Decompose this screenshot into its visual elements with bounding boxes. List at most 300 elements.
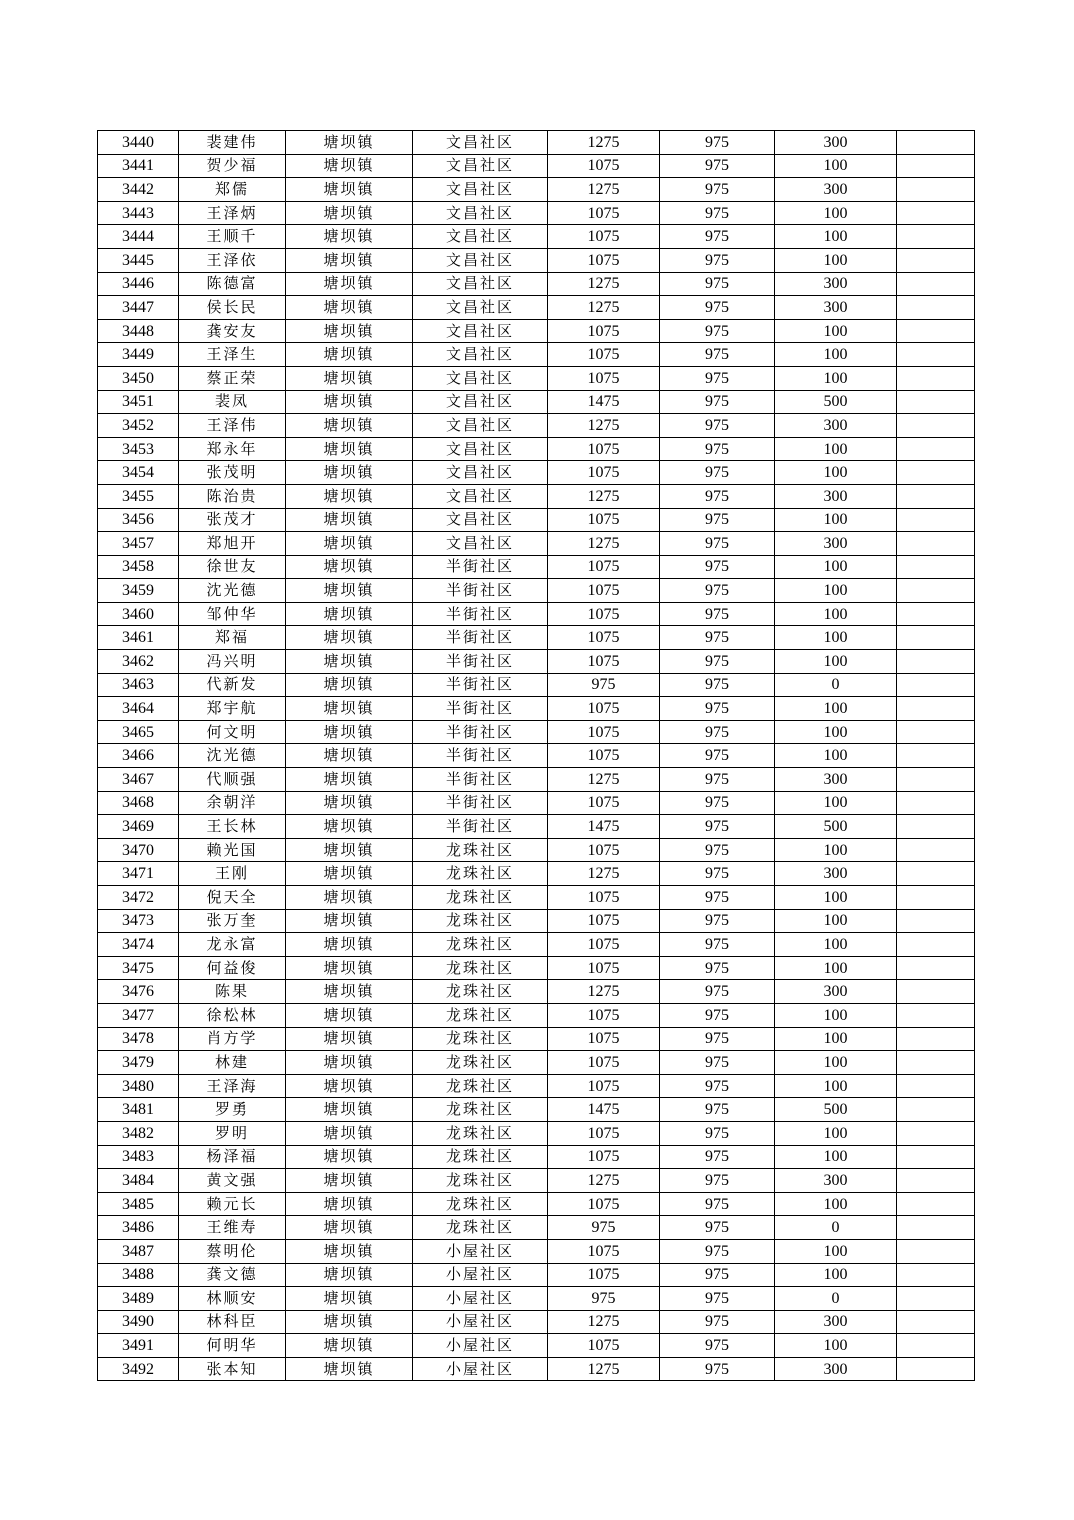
name-cell: 龙永富 — [179, 933, 286, 957]
community-cell: 文昌社区 — [413, 484, 548, 508]
table-row — [98, 838, 975, 862]
name-cell: 徐松林 — [179, 1003, 286, 1027]
amount-base-cell: 975 — [660, 650, 775, 674]
id-cell: 3442 — [98, 178, 179, 202]
amount-diff-cell: 100 — [775, 366, 897, 390]
table-row — [98, 1051, 975, 1075]
amount-diff-cell: 100 — [775, 225, 897, 249]
table-row — [98, 131, 975, 155]
town-cell: 塘坝镇 — [286, 744, 413, 768]
name-cell: 王顺千 — [179, 225, 286, 249]
community-cell: 半街社区 — [413, 720, 548, 744]
amount-diff-cell: 300 — [775, 768, 897, 792]
remark-cell — [897, 555, 975, 579]
town-cell: 塘坝镇 — [286, 1239, 413, 1263]
remark-cell — [897, 154, 975, 178]
amount-diff-cell: 100 — [775, 154, 897, 178]
amount-diff-cell: 300 — [775, 980, 897, 1004]
table-row — [98, 1074, 975, 1098]
id-cell: 3458 — [98, 555, 179, 579]
remark-cell — [897, 1287, 975, 1311]
amount-base-cell: 975 — [660, 768, 775, 792]
community-cell: 小屋社区 — [413, 1263, 548, 1287]
amount-base-cell: 975 — [660, 414, 775, 438]
table-row — [98, 956, 975, 980]
name-cell: 肖方学 — [179, 1027, 286, 1051]
remark-cell — [897, 1239, 975, 1263]
id-cell: 3445 — [98, 248, 179, 272]
id-cell: 3490 — [98, 1310, 179, 1334]
id-cell: 3463 — [98, 673, 179, 697]
community-cell: 龙珠社区 — [413, 956, 548, 980]
town-cell: 塘坝镇 — [286, 956, 413, 980]
id-cell: 3465 — [98, 720, 179, 744]
remark-cell — [897, 1169, 975, 1193]
amount-base-cell: 975 — [660, 1121, 775, 1145]
amount-diff-cell: 300 — [775, 414, 897, 438]
remark-cell — [897, 1027, 975, 1051]
town-cell: 塘坝镇 — [286, 1192, 413, 1216]
amount-total-cell: 1475 — [548, 1098, 660, 1122]
community-cell: 半街社区 — [413, 744, 548, 768]
id-cell: 3467 — [98, 768, 179, 792]
remark-cell — [897, 980, 975, 1004]
community-cell: 龙珠社区 — [413, 1098, 548, 1122]
name-cell: 裴凤 — [179, 390, 286, 414]
id-cell: 3459 — [98, 579, 179, 603]
town-cell: 塘坝镇 — [286, 319, 413, 343]
table-row — [98, 1192, 975, 1216]
town-cell: 塘坝镇 — [286, 933, 413, 957]
amount-total-cell: 1075 — [548, 956, 660, 980]
town-cell: 塘坝镇 — [286, 886, 413, 910]
table-row — [98, 650, 975, 674]
community-cell: 半街社区 — [413, 697, 548, 721]
town-cell: 塘坝镇 — [286, 862, 413, 886]
amount-diff-cell: 100 — [775, 1145, 897, 1169]
table-row — [98, 1145, 975, 1169]
remark-cell — [897, 697, 975, 721]
amount-total-cell: 1475 — [548, 815, 660, 839]
remark-cell — [897, 319, 975, 343]
name-cell: 罗勇 — [179, 1098, 286, 1122]
name-cell: 王泽海 — [179, 1074, 286, 1098]
name-cell: 陈果 — [179, 980, 286, 1004]
amount-total-cell: 1275 — [548, 532, 660, 556]
town-cell: 塘坝镇 — [286, 720, 413, 744]
town-cell: 塘坝镇 — [286, 1263, 413, 1287]
amount-total-cell: 1075 — [548, 744, 660, 768]
remark-cell — [897, 296, 975, 320]
amount-total-cell: 1075 — [548, 720, 660, 744]
amount-diff-cell: 100 — [775, 697, 897, 721]
name-cell: 裴建伟 — [179, 131, 286, 155]
amount-total-cell: 1075 — [548, 1192, 660, 1216]
amount-diff-cell: 100 — [775, 1263, 897, 1287]
community-cell: 龙珠社区 — [413, 1145, 548, 1169]
amount-total-cell: 1075 — [548, 1239, 660, 1263]
name-cell: 郑福 — [179, 626, 286, 650]
remark-cell — [897, 225, 975, 249]
remark-cell — [897, 744, 975, 768]
remark-cell — [897, 272, 975, 296]
town-cell: 塘坝镇 — [286, 131, 413, 155]
community-cell: 文昌社区 — [413, 131, 548, 155]
name-cell: 黄文强 — [179, 1169, 286, 1193]
town-cell: 塘坝镇 — [286, 1310, 413, 1334]
amount-diff-cell: 100 — [775, 1192, 897, 1216]
amount-base-cell: 975 — [660, 886, 775, 910]
name-cell: 林顺安 — [179, 1287, 286, 1311]
community-cell: 小屋社区 — [413, 1357, 548, 1381]
name-cell: 陈德富 — [179, 272, 286, 296]
town-cell: 塘坝镇 — [286, 414, 413, 438]
id-cell: 3492 — [98, 1357, 179, 1381]
table-row — [98, 1334, 975, 1358]
community-cell: 半街社区 — [413, 555, 548, 579]
town-cell: 塘坝镇 — [286, 201, 413, 225]
town-cell: 塘坝镇 — [286, 980, 413, 1004]
amount-total-cell: 1075 — [548, 1027, 660, 1051]
amount-total-cell: 975 — [548, 1287, 660, 1311]
name-cell: 赖光国 — [179, 838, 286, 862]
id-cell: 3466 — [98, 744, 179, 768]
amount-diff-cell: 0 — [775, 1287, 897, 1311]
community-cell: 文昌社区 — [413, 225, 548, 249]
amount-diff-cell: 100 — [775, 956, 897, 980]
id-cell: 3491 — [98, 1334, 179, 1358]
amount-total-cell: 1075 — [548, 508, 660, 532]
town-cell: 塘坝镇 — [286, 626, 413, 650]
community-cell: 半街社区 — [413, 626, 548, 650]
id-cell: 3455 — [98, 484, 179, 508]
table-row — [98, 390, 975, 414]
table-row — [98, 484, 975, 508]
amount-total-cell: 975 — [548, 673, 660, 697]
amount-total-cell: 1075 — [548, 1074, 660, 1098]
remark-cell — [897, 815, 975, 839]
id-cell: 3475 — [98, 956, 179, 980]
town-cell: 塘坝镇 — [286, 343, 413, 367]
amount-total-cell: 1275 — [548, 178, 660, 202]
amount-total-cell: 1275 — [548, 1310, 660, 1334]
community-cell: 龙珠社区 — [413, 838, 548, 862]
town-cell: 塘坝镇 — [286, 1169, 413, 1193]
town-cell: 塘坝镇 — [286, 484, 413, 508]
amount-base-cell: 975 — [660, 862, 775, 886]
amount-base-cell: 975 — [660, 296, 775, 320]
town-cell: 塘坝镇 — [286, 1074, 413, 1098]
amount-base-cell: 975 — [660, 673, 775, 697]
amount-base-cell: 975 — [660, 437, 775, 461]
community-cell: 文昌社区 — [413, 461, 548, 485]
amount-diff-cell: 100 — [775, 744, 897, 768]
amount-diff-cell: 500 — [775, 390, 897, 414]
table-row — [98, 768, 975, 792]
amount-total-cell: 1075 — [548, 650, 660, 674]
remark-cell — [897, 508, 975, 532]
amount-total-cell: 1075 — [548, 319, 660, 343]
amount-diff-cell: 300 — [775, 131, 897, 155]
table-row — [98, 626, 975, 650]
remark-cell — [897, 956, 975, 980]
amount-total-cell: 1075 — [548, 626, 660, 650]
community-cell: 龙珠社区 — [413, 1074, 548, 1098]
id-cell: 3485 — [98, 1192, 179, 1216]
amount-total-cell: 1075 — [548, 1145, 660, 1169]
id-cell: 3479 — [98, 1051, 179, 1075]
amount-base-cell: 975 — [660, 602, 775, 626]
id-cell: 3489 — [98, 1287, 179, 1311]
remark-cell — [897, 437, 975, 461]
community-cell: 半街社区 — [413, 579, 548, 603]
remark-cell — [897, 461, 975, 485]
remark-cell — [897, 909, 975, 933]
table-row — [98, 1003, 975, 1027]
amount-diff-cell: 100 — [775, 791, 897, 815]
name-cell: 王长林 — [179, 815, 286, 839]
remark-cell — [897, 1357, 975, 1381]
town-cell: 塘坝镇 — [286, 532, 413, 556]
town-cell: 塘坝镇 — [286, 178, 413, 202]
community-cell: 龙珠社区 — [413, 886, 548, 910]
amount-base-cell: 975 — [660, 1263, 775, 1287]
amount-diff-cell: 300 — [775, 178, 897, 202]
community-cell: 龙珠社区 — [413, 1051, 548, 1075]
amount-diff-cell: 300 — [775, 272, 897, 296]
data-table — [97, 130, 975, 1381]
remark-cell — [897, 933, 975, 957]
amount-base-cell: 975 — [660, 555, 775, 579]
amount-diff-cell: 100 — [775, 508, 897, 532]
amount-base-cell: 975 — [660, 248, 775, 272]
amount-diff-cell: 300 — [775, 1357, 897, 1381]
table-row — [98, 1216, 975, 1240]
amount-base-cell: 975 — [660, 626, 775, 650]
id-cell: 3462 — [98, 650, 179, 674]
name-cell: 林科臣 — [179, 1310, 286, 1334]
name-cell: 王泽依 — [179, 248, 286, 272]
remark-cell — [897, 579, 975, 603]
amount-diff-cell: 300 — [775, 1169, 897, 1193]
community-cell: 文昌社区 — [413, 248, 548, 272]
amount-total-cell: 1075 — [548, 697, 660, 721]
table-row — [98, 862, 975, 886]
amount-total-cell: 1075 — [548, 1263, 660, 1287]
amount-diff-cell: 500 — [775, 1098, 897, 1122]
name-cell: 侯长民 — [179, 296, 286, 320]
amount-diff-cell: 0 — [775, 673, 897, 697]
table-body — [98, 131, 975, 1381]
amount-base-cell: 975 — [660, 343, 775, 367]
amount-total-cell: 1075 — [548, 909, 660, 933]
town-cell: 塘坝镇 — [286, 390, 413, 414]
town-cell: 塘坝镇 — [286, 1051, 413, 1075]
remark-cell — [897, 626, 975, 650]
name-cell: 王泽生 — [179, 343, 286, 367]
id-cell: 3487 — [98, 1239, 179, 1263]
id-cell: 3460 — [98, 602, 179, 626]
table-row — [98, 1027, 975, 1051]
id-cell: 3471 — [98, 862, 179, 886]
remark-cell — [897, 673, 975, 697]
community-cell: 半街社区 — [413, 673, 548, 697]
town-cell: 塘坝镇 — [286, 1098, 413, 1122]
community-cell: 小屋社区 — [413, 1287, 548, 1311]
amount-total-cell: 1275 — [548, 1169, 660, 1193]
amount-total-cell: 1075 — [548, 225, 660, 249]
remark-cell — [897, 1310, 975, 1334]
id-cell: 3477 — [98, 1003, 179, 1027]
town-cell: 塘坝镇 — [286, 1334, 413, 1358]
amount-diff-cell: 100 — [775, 437, 897, 461]
name-cell: 王维寿 — [179, 1216, 286, 1240]
table-row — [98, 201, 975, 225]
amount-base-cell: 975 — [660, 909, 775, 933]
community-cell: 文昌社区 — [413, 366, 548, 390]
remark-cell — [897, 1192, 975, 1216]
remark-cell — [897, 886, 975, 910]
amount-total-cell: 1075 — [548, 791, 660, 815]
amount-total-cell: 1275 — [548, 414, 660, 438]
amount-diff-cell: 100 — [775, 650, 897, 674]
id-cell: 3441 — [98, 154, 179, 178]
community-cell: 文昌社区 — [413, 201, 548, 225]
name-cell: 张万奎 — [179, 909, 286, 933]
amount-diff-cell: 100 — [775, 1239, 897, 1263]
amount-total-cell: 1075 — [548, 579, 660, 603]
community-cell: 文昌社区 — [413, 154, 548, 178]
town-cell: 塘坝镇 — [286, 154, 413, 178]
town-cell: 塘坝镇 — [286, 1003, 413, 1027]
amount-total-cell: 1075 — [548, 886, 660, 910]
community-cell: 龙珠社区 — [413, 1216, 548, 1240]
name-cell: 龚安友 — [179, 319, 286, 343]
amount-total-cell: 1075 — [548, 1334, 660, 1358]
town-cell: 塘坝镇 — [286, 815, 413, 839]
town-cell: 塘坝镇 — [286, 650, 413, 674]
remark-cell — [897, 650, 975, 674]
amount-total-cell: 1075 — [548, 1003, 660, 1027]
table-row — [98, 980, 975, 1004]
amount-total-cell: 1275 — [548, 484, 660, 508]
name-cell: 林建 — [179, 1051, 286, 1075]
remark-cell — [897, 1263, 975, 1287]
amount-base-cell: 975 — [660, 744, 775, 768]
table-row — [98, 886, 975, 910]
name-cell: 陈治贵 — [179, 484, 286, 508]
community-cell: 半街社区 — [413, 650, 548, 674]
community-cell: 龙珠社区 — [413, 1192, 548, 1216]
amount-base-cell: 975 — [660, 1098, 775, 1122]
amount-base-cell: 975 — [660, 1169, 775, 1193]
amount-total-cell: 1075 — [548, 555, 660, 579]
town-cell: 塘坝镇 — [286, 697, 413, 721]
amount-base-cell: 975 — [660, 815, 775, 839]
remark-cell — [897, 602, 975, 626]
community-cell: 文昌社区 — [413, 272, 548, 296]
name-cell: 郑儒 — [179, 178, 286, 202]
table-row — [98, 319, 975, 343]
amount-diff-cell: 100 — [775, 1121, 897, 1145]
remark-cell — [897, 343, 975, 367]
table-row — [98, 1239, 975, 1263]
community-cell: 文昌社区 — [413, 532, 548, 556]
table-row — [98, 225, 975, 249]
id-cell: 3483 — [98, 1145, 179, 1169]
table-row — [98, 272, 975, 296]
community-cell: 小屋社区 — [413, 1310, 548, 1334]
amount-total-cell: 1075 — [548, 248, 660, 272]
table-row — [98, 1098, 975, 1122]
amount-base-cell: 975 — [660, 1003, 775, 1027]
table-row — [98, 532, 975, 556]
name-cell: 龚文德 — [179, 1263, 286, 1287]
community-cell: 龙珠社区 — [413, 1169, 548, 1193]
table-row — [98, 555, 975, 579]
id-cell: 3443 — [98, 201, 179, 225]
table-row — [98, 909, 975, 933]
town-cell: 塘坝镇 — [286, 791, 413, 815]
amount-diff-cell: 100 — [775, 319, 897, 343]
name-cell: 张本知 — [179, 1357, 286, 1381]
name-cell: 郑旭开 — [179, 532, 286, 556]
community-cell: 文昌社区 — [413, 296, 548, 320]
community-cell: 半街社区 — [413, 815, 548, 839]
table-row — [98, 461, 975, 485]
id-cell: 3456 — [98, 508, 179, 532]
remark-cell — [897, 1145, 975, 1169]
community-cell: 龙珠社区 — [413, 980, 548, 1004]
name-cell: 邹仲华 — [179, 602, 286, 626]
amount-total-cell: 1075 — [548, 602, 660, 626]
name-cell: 余朝洋 — [179, 791, 286, 815]
amount-total-cell: 1075 — [548, 343, 660, 367]
town-cell: 塘坝镇 — [286, 1145, 413, 1169]
id-cell: 3469 — [98, 815, 179, 839]
town-cell: 塘坝镇 — [286, 366, 413, 390]
id-cell: 3476 — [98, 980, 179, 1004]
table-row — [98, 1310, 975, 1334]
community-cell: 小屋社区 — [413, 1334, 548, 1358]
town-cell: 塘坝镇 — [286, 909, 413, 933]
amount-base-cell: 975 — [660, 201, 775, 225]
id-cell: 3473 — [98, 909, 179, 933]
town-cell: 塘坝镇 — [286, 272, 413, 296]
amount-diff-cell: 100 — [775, 1003, 897, 1027]
amount-base-cell: 975 — [660, 1287, 775, 1311]
amount-base-cell: 975 — [660, 791, 775, 815]
amount-base-cell: 975 — [660, 1334, 775, 1358]
remark-cell — [897, 532, 975, 556]
amount-diff-cell: 100 — [775, 1051, 897, 1075]
amount-total-cell: 1075 — [548, 1051, 660, 1075]
id-cell: 3448 — [98, 319, 179, 343]
table-row — [98, 1263, 975, 1287]
name-cell: 何益俊 — [179, 956, 286, 980]
town-cell: 塘坝镇 — [286, 838, 413, 862]
amount-base-cell: 975 — [660, 532, 775, 556]
table-row — [98, 697, 975, 721]
amount-base-cell: 975 — [660, 1216, 775, 1240]
amount-base-cell: 975 — [660, 720, 775, 744]
name-cell: 赖元长 — [179, 1192, 286, 1216]
table-row — [98, 579, 975, 603]
town-cell: 塘坝镇 — [286, 768, 413, 792]
town-cell: 塘坝镇 — [286, 1287, 413, 1311]
id-cell: 3482 — [98, 1121, 179, 1145]
amount-diff-cell: 500 — [775, 815, 897, 839]
